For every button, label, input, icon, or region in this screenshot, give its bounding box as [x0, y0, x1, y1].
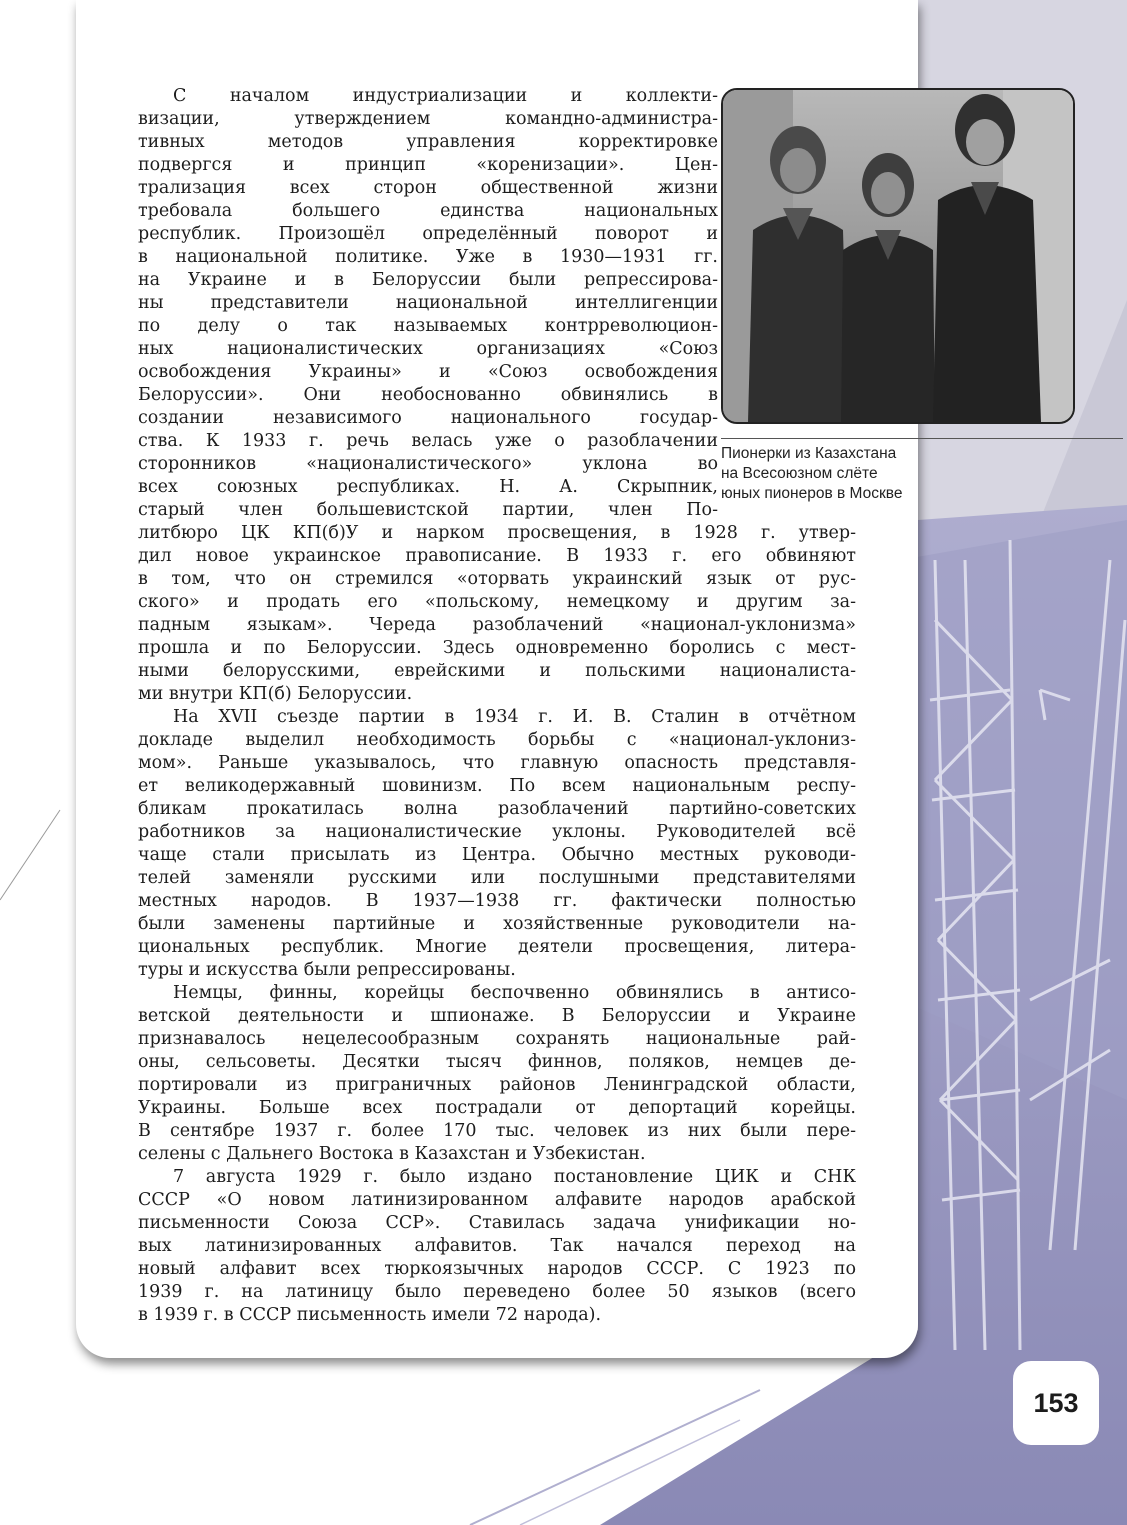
text-line: старый член большевистской партии, член По- — [138, 500, 718, 520]
text-line: требовала большего единства национальных — [138, 201, 718, 221]
text-line: местных народов. В 1937—1938 гг. фактически полностью — [138, 891, 856, 911]
text-line: на Украине и в Белоруссии были репрессирова- — [138, 270, 718, 290]
text-line: бликам прокатилась волна разоблачений партийно-советских — [138, 799, 856, 819]
text-line: создании независимого национального государ- — [138, 408, 718, 428]
text-line: ми внутри КП(б) Белоруссии. — [138, 684, 413, 704]
text-line: падным языкам». Череда разоблачений «национал-уклонизма» — [138, 615, 856, 635]
text-line: освобождения Украины» и «Союз освобождения — [138, 362, 718, 382]
page-number: 153 — [1013, 1361, 1099, 1445]
text-line: СССР «О новом латинизированном алфавите народов арабской — [138, 1190, 856, 1210]
text-line: были заменены партийные и хозяйственные руководители на- — [138, 914, 856, 934]
text-line: письменности Союза ССР». Ставилась задача унификации но- — [138, 1213, 856, 1233]
text-line: вых латинизированных алфавитов. Так начался переход на — [138, 1236, 856, 1256]
text-line: Немцы, финны, корейцы беспочвенно обвинялись в антисо- — [173, 983, 856, 1003]
text-line: 7 августа 1929 г. было издано постановление ЦИК и СНК — [173, 1167, 856, 1187]
text-line: мом». Раньше указывалось, что главную опасность представля- — [138, 753, 856, 773]
text-line: тивных методов управления корректировке — [138, 132, 718, 152]
text-line: селены с Дальнего Востока в Казахстан и Узбекистан. — [138, 1144, 646, 1164]
text-line: телей заменяли русскими или послушными представителями — [138, 868, 856, 888]
text-line: работников за националистические уклоны. Руководителей всё — [138, 822, 856, 842]
text-line: в национальной политике. Уже в 1930—1931 гг. — [138, 247, 718, 267]
text-line: сторонников «националистического» уклона во — [138, 454, 718, 474]
text-line: ных националистических организациях «Союз — [138, 339, 718, 359]
text-line: 1939 г. на латиницу было переведено более 50 языков (всего — [138, 1282, 856, 1302]
text-line: ны представители национальной интеллигенции — [138, 293, 718, 313]
text-line: оны, сельсоветы. Десятки тысяч финнов, поляков, немцев де- — [138, 1052, 856, 1072]
text-line: чаще стали присылать из Центра. Обычно местных руководи- — [138, 845, 856, 865]
text-line: В сентябре 1937 г. более 170 тыс. человек из них были пере- — [138, 1121, 856, 1141]
text-line: в 1939 г. в СССР письменность имели 72 народа). — [138, 1305, 602, 1325]
text-line: визации, утверждением командно-администра- — [138, 109, 718, 129]
text-line: признавалось нецелесообразным сохранять национальные рай- — [138, 1029, 856, 1049]
text-line: всех союзных республиках. Н. А. Скрыпник, — [138, 477, 718, 497]
text-line: На XVII съезде партии в 1934 г. И. В. Сталин в отчётном — [173, 707, 856, 727]
photo-caption — [721, 444, 971, 504]
text-line: трализация всех сторон общественной жизни — [138, 178, 718, 198]
text-line: ет великодержавный шовинизм. По всем национальным респу- — [138, 776, 856, 796]
text-line: ветской деятельности и шпионаже. В Белоруссии и Украине — [138, 1006, 856, 1026]
text-line: туры и искусства были репрессированы. — [138, 960, 516, 980]
text-line: С началом индустриализации и коллекти- — [173, 86, 718, 106]
text-line: Украины. Больше всех пострадали от депортаций корейцы. — [138, 1098, 856, 1118]
photo-pioneer-girls — [721, 88, 1075, 424]
text-line: Белоруссии». Они необоснованно обвинялись в — [138, 385, 718, 405]
caption-line: юных пионеров в Москве — [721, 485, 903, 502]
text-line: ского» и продать его «польскому, немецкому и другим за- — [138, 592, 856, 612]
text-line: республик. Произошёл определённый поворот и — [138, 224, 718, 244]
text-line: докладе выделил необходимость борьбы с «национал-уклониз- — [138, 730, 856, 750]
text-line: ными белорусскими, еврейскими и польскими националиста- — [138, 661, 856, 681]
text-line: прошла и по Белоруссии. Здесь одновременно боролись с мест- — [138, 638, 856, 658]
text-line: дил новое украинское правописание. В 1933 г. его обвиняют — [138, 546, 856, 566]
text-line: портировали из приграничных районов Ленинградской области, — [138, 1075, 856, 1095]
text-line: литбюро ЦК КП(б)У и нарком просвещения, в 1928 г. утвер- — [138, 523, 856, 543]
text-line: в том, что он стремился «оторвать украинский язык от рус- — [138, 569, 856, 589]
caption-line: Пионерки из Казахстана — [721, 445, 897, 462]
caption-rule — [721, 438, 1123, 439]
text-line: новый алфавит всех тюркоязычных народов СССР. С 1923 по — [138, 1259, 856, 1279]
text-line: ства. К 1933 г. речь велась уже о разоблачении — [138, 431, 718, 451]
text-line: по делу о так называемых контрреволюцион- — [138, 316, 718, 336]
caption-line: на Всесоюзном слёте — [721, 465, 878, 482]
text-line: циональных республик. Многие деятели просвещения, литера- — [138, 937, 856, 957]
text-line: подвергся и принцип «коренизации». Цен- — [138, 155, 718, 175]
